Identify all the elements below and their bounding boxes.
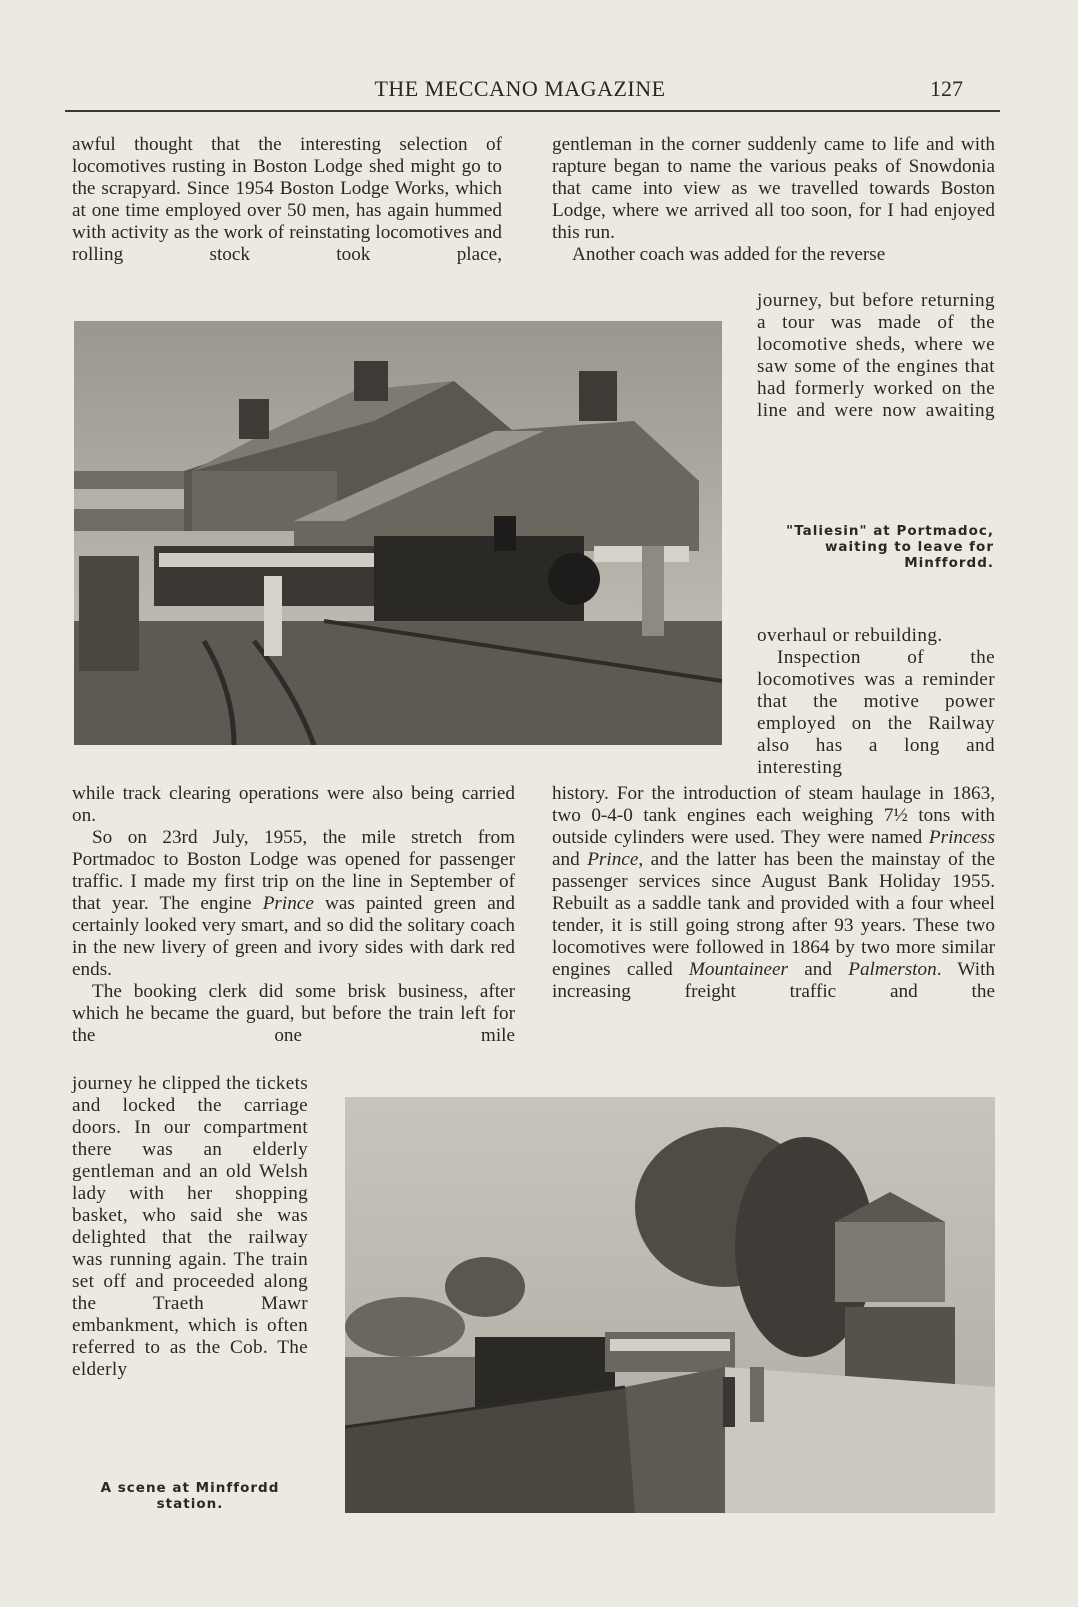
left-column-bottom [72,1073,308,1381]
text-run-italic: Mountaineer [688,959,789,980]
paragraph: journey, but before returning a tour was made of the locomotive sheds, where we saw some of the engines that had formerly worked on the line and were now awaiting [757,290,995,421]
left-column-top [72,134,502,266]
photo-caption-top: "Taliesin" at Portmadoc, waiting to leave for Minffordd. [786,523,994,571]
paragraph [72,827,515,981]
text-run-italic: Princess [928,827,995,848]
text-run: and [552,849,588,870]
photo-image [74,321,722,745]
text-run: , and the latter has been the mainstay of the passenger services since August Bank Holiday 1955. Rebuilt as a saddle tank and provided with a four wheel tender, it is still going strong after 93 years. These two locomotives were followed in 1864 by two more similar engines called [552,849,995,980]
paragraph [552,783,995,1003]
header-rule [65,110,1000,112]
right-column-top [552,134,995,266]
text-run-italic: Palmerston [848,959,937,980]
paragraph: Another coach was added for the reverse [572,244,886,265]
photo-image [345,1097,995,1513]
text-run: and [788,959,849,980]
paragraph: awful thought that the interesting selection of locomotives rusting in Boston Lodge shed might go to the scrapyard. Since 1954 Boston Lodge Works, which at one time employed over 50 men, has again hummed with activity as the work of reinstating locomotives and rolling stock took place, [72,134,502,265]
photo-taliesin-portmadoc [74,321,722,745]
text-run-italic: Prince [262,893,314,914]
photo-minffordd-station [345,1097,995,1513]
text-run: . With increasing freight traffic and the [552,959,995,1002]
paragraph: overhaul or rebuilding. [757,625,943,646]
page-title: THE MECCANO MAGAZINE [374,76,666,101]
left-column-middle [72,783,515,1047]
text-run: So on 23rd July, 1955, the mile stretch from Portmadoc to Boston Lodge was opened for passenger traffic. I made my first trip on the line in September of that year. The engine [72,827,515,914]
photo-caption-bottom: A scene at Minffordd station. [100,1480,280,1512]
page-number: 127 [930,76,963,101]
right-column-middle [552,783,995,1003]
paragraph: The booking clerk did some brisk business, after which he became the guard, but before the train left for the one mile [72,981,515,1046]
text-run: history. For the introduction of steam haulage in 1863, two 0-4-0 tank engines each weighing 7½ tons with outside cylinders were used. They were named [552,783,995,848]
paragraph: Inspection of the locomotives was a reminder that the motive power employed on the Railway also has a long and interesting [757,647,995,778]
text-run: was painted green and certainly looked very smart, and so did the solitary coach in the new livery of green and ivory sides with dark red ends. [72,893,515,980]
right-narrow-text [757,290,995,422]
paragraph: gentleman in the corner suddenly came to life and with rapture began to name the various peaks of Snowdonia that came into view as we travelled towards Boston Lodge, where we arrived all too soon, for I had enjoyed this run. [552,134,995,243]
paragraph: journey he clipped the tickets and locked the carriage doors. In our compartment there was an elderly gentleman and an old Welsh lady with her shopping basket, who said she was delighted that the railway was running again. The train set off and proceeded along the Traeth Mawr embankment, which is often referred to as the Cob. The elderly [72,1073,308,1380]
text-run-italic: Prince [587,849,639,870]
paragraph: while track clearing operations were also being carried on. [72,783,515,826]
right-narrow-text-2 [757,625,995,779]
